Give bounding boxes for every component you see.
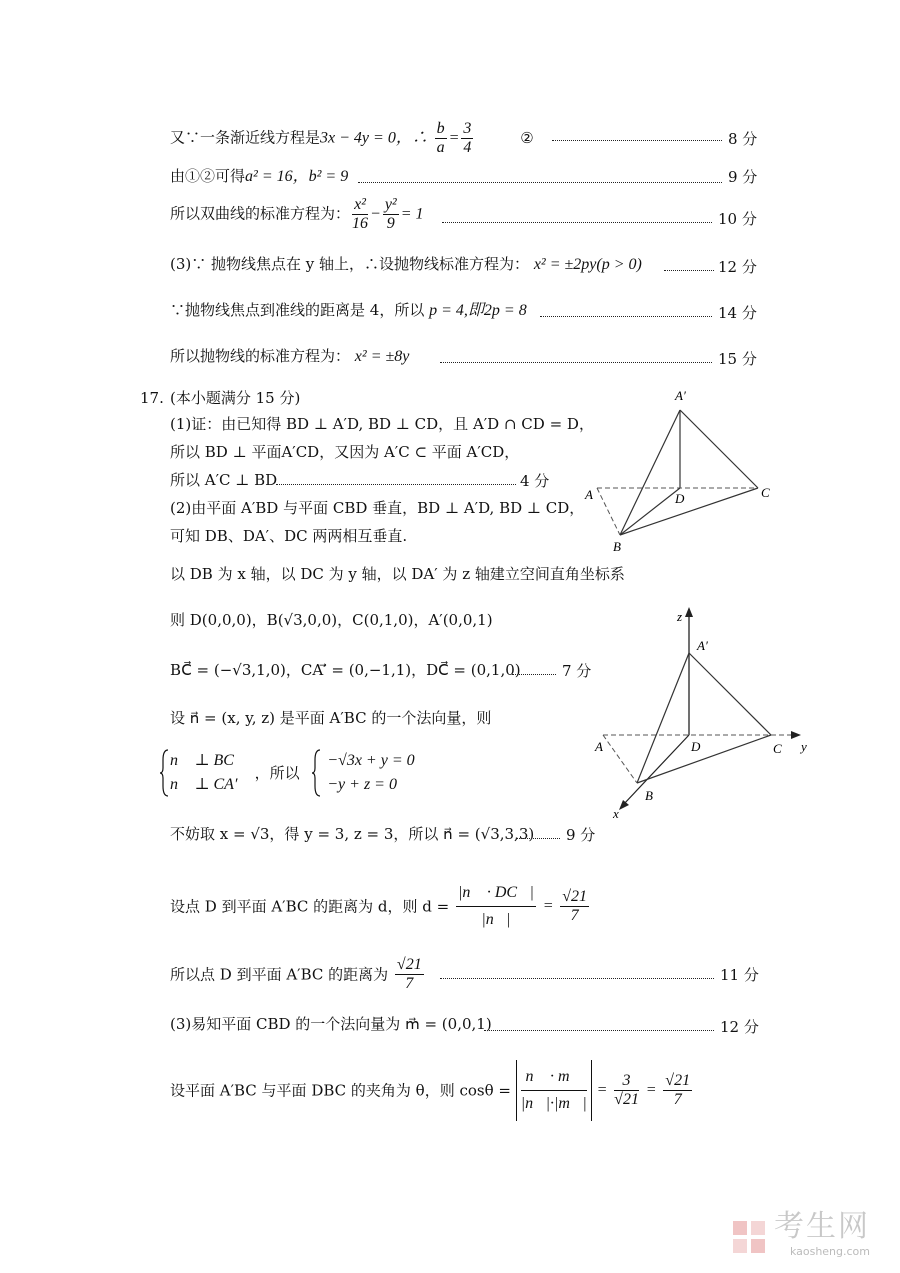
num: n⃗ · m⃗ xyxy=(521,1064,587,1091)
text: 所以抛物线的标准方程为： xyxy=(170,347,351,365)
q17-p12 xyxy=(170,956,426,993)
leader-dots xyxy=(484,1030,714,1031)
den: 7 xyxy=(673,1091,682,1108)
fraction-b-a xyxy=(435,120,447,157)
num: |n⃗ · DC⃗| xyxy=(456,880,536,907)
line-parabola-distance xyxy=(170,300,527,321)
leader-dots xyxy=(512,674,556,675)
watermark-url: kaosheng.com xyxy=(789,1245,870,1258)
q17-p8: BC⃗ = (−√3,1,0)，CA′⃗ = (0,−1,1)，DC⃗ = (0,1,0) xyxy=(170,661,521,679)
leader-dots xyxy=(440,362,712,363)
eq-1: −√3x + y = 0 xyxy=(327,752,415,769)
score: 8 分 xyxy=(728,130,758,148)
score: 11 分 xyxy=(720,966,759,984)
q17-p7: 则 D(0,0,0)，B(√3,0,0)，C(0,1,0)，A′(0,0,1) xyxy=(170,611,493,629)
edge-A1C xyxy=(689,653,771,735)
label-A: A xyxy=(585,487,593,502)
edge-A1C xyxy=(680,410,758,488)
num: y² xyxy=(384,196,397,213)
fraction-3-root21 xyxy=(614,1072,639,1109)
eq: = xyxy=(596,1081,608,1099)
text: 由①②可得 xyxy=(170,167,246,185)
leader-dots xyxy=(358,182,722,183)
edge-AB-dashed xyxy=(597,488,620,535)
num: 3 xyxy=(463,120,472,137)
q17-p9: 设 n⃗ = (x, y, z) 是平面 A′BC 的一个法向量，则 xyxy=(170,709,492,727)
math: 3x − 4y = 0，∴ xyxy=(320,129,428,147)
q17-p13: (3)易知平面 CBD 的一个法向量为 m⃗ = (0,0,1) xyxy=(170,1015,492,1033)
score: 12 分 xyxy=(718,258,757,276)
watermark-text: 考生网 xyxy=(774,1209,870,1244)
label-C: C xyxy=(773,741,782,756)
edge-BD xyxy=(620,488,680,535)
score: 14 分 xyxy=(718,304,757,322)
den: 7 xyxy=(405,975,414,992)
edge-AB-dashed xyxy=(603,735,637,783)
label-A1: A′ xyxy=(675,388,686,403)
eq: = xyxy=(448,129,460,147)
num: x² xyxy=(352,196,368,215)
q17-header: (本小题满分 15 分) xyxy=(170,389,301,407)
text: 设点 D 到平面 A′BC 的距离为 d，则 d = xyxy=(170,897,450,916)
watermark-logo-icon xyxy=(731,1217,769,1259)
fraction-x2-16 xyxy=(352,196,368,233)
den: 9 xyxy=(386,215,395,232)
q17-p5: 可知 DB、DA′、DC 两两相互垂直. xyxy=(170,527,408,545)
den: |n⃗| xyxy=(481,911,511,928)
text: 又∵一条渐近线方程是 xyxy=(170,128,321,147)
leader-dots xyxy=(276,484,516,485)
den: 7 xyxy=(570,907,579,924)
den: |n⃗|·|m⃗| xyxy=(520,1095,587,1112)
q17-p4: (2)由平面 A′BD 与平面 CBD 垂直，BD ⊥ A′D, BD ⊥ CD， xyxy=(170,499,585,517)
score: 10 分 xyxy=(718,210,757,228)
fraction-root21-7 xyxy=(663,1072,692,1109)
figure-coordinate-system xyxy=(585,605,815,820)
score: 12 分 xyxy=(720,1018,759,1036)
minus: − xyxy=(370,205,381,223)
cond-2: n⃗ ⊥ CA′⃗ xyxy=(170,776,250,793)
axis-x xyxy=(623,735,689,805)
leader-dots xyxy=(442,222,712,223)
num: 3 xyxy=(614,1072,639,1091)
score: 7 分 xyxy=(562,662,592,680)
math: a² = 16，b² = 9 xyxy=(245,168,349,185)
score: 15 分 xyxy=(718,350,757,368)
q17-p3: 所以 A′C ⊥ BD xyxy=(170,471,278,489)
text: 所以点 D 到平面 A′BC 的距离为 xyxy=(170,965,389,984)
text: (3)∵ 抛物线焦点在 y 轴上，∴设抛物线标准方程为： xyxy=(170,255,530,273)
fraction-y2-9 xyxy=(383,196,399,233)
line-parabola-equation xyxy=(170,346,409,367)
edge-BC xyxy=(637,735,771,783)
brace-left xyxy=(160,748,170,798)
label-B: B xyxy=(613,539,621,554)
axis-x-arrow xyxy=(619,800,629,810)
q17-p1: (1)证：由已知得 BD ⊥ A′D, BD ⊥ CD，且 A′D ∩ CD = D， xyxy=(170,415,594,433)
label-C: C xyxy=(761,485,770,500)
score: 9 分 xyxy=(566,826,596,844)
figure-tetrahedron xyxy=(575,385,785,555)
line-asymptote xyxy=(170,120,534,157)
num: √21 xyxy=(562,888,588,905)
label-y: y xyxy=(801,739,807,754)
q17-p14 xyxy=(170,1060,694,1121)
fraction-3-4 xyxy=(461,120,473,157)
fraction-cos xyxy=(521,1064,587,1117)
q17-p10: 不妨取 x = √3，得 y = 3, z = 3，所以 n⃗ = (√3,3,3) xyxy=(170,825,535,843)
score: 9 分 xyxy=(728,168,758,186)
label-D: D xyxy=(675,491,685,506)
den: a xyxy=(436,139,445,156)
text: ∵抛物线焦点到准线的距离是 4，所以 xyxy=(170,301,425,319)
line-parabola-setup xyxy=(170,254,642,275)
brace-right xyxy=(312,748,322,798)
num: √21 xyxy=(665,1072,691,1089)
eq-2: −y + z = 0 xyxy=(327,776,397,793)
cond-1: n⃗ ⊥ BC⃗ xyxy=(170,752,247,769)
score: 4 分 xyxy=(520,472,550,490)
leader-dots xyxy=(516,838,560,839)
label-B: B xyxy=(645,788,653,803)
leader-dots xyxy=(540,316,712,317)
label-x: x xyxy=(613,806,619,820)
fraction-distance xyxy=(456,880,536,933)
line-hyperbola-equation xyxy=(170,196,424,233)
edge-A1B xyxy=(620,410,680,535)
num: √21 xyxy=(396,956,422,973)
so-text: ，所以 xyxy=(254,764,300,782)
leader-dots xyxy=(552,140,722,141)
eq: = xyxy=(542,897,554,915)
label-D: D xyxy=(691,739,701,754)
math: x² = ±2py(p > 0) xyxy=(533,256,642,273)
text: 所以双曲线的标准方程为： xyxy=(170,204,351,223)
edge-A1B xyxy=(637,653,689,783)
fraction-root21-7 xyxy=(395,956,424,993)
text: 设平面 A′BC 与平面 DBC 的夹角为 θ，则 cosθ = xyxy=(170,1081,511,1100)
q17-p2: 所以 BD ⊥ 平面A′CD，又因为 A′C ⊂ 平面 A′CD， xyxy=(170,443,520,461)
num: b xyxy=(436,120,445,137)
axis-y-arrow xyxy=(791,731,801,739)
line-a-b-values xyxy=(170,166,348,187)
tail: = 1 xyxy=(400,205,424,223)
fraction-root21-7 xyxy=(560,888,589,925)
q17-p6: 以 DB 为 x 轴，以 DC 为 y 轴，以 DA′ 为 z 轴建立空间直角坐标系 xyxy=(170,565,625,583)
watermark xyxy=(731,1201,870,1259)
edge-BC xyxy=(620,488,758,535)
abs-wrapper xyxy=(516,1060,592,1121)
math: p = 4,即2p = 8 xyxy=(429,302,527,319)
eq: = xyxy=(645,1081,657,1099)
den: 4 xyxy=(463,139,472,156)
leader-dots xyxy=(664,270,714,271)
axis-z-arrow xyxy=(685,607,693,617)
den: 16 xyxy=(352,215,369,232)
den: √21 xyxy=(614,1091,639,1108)
q17-number: 17. xyxy=(140,389,164,407)
label-A: A xyxy=(595,739,603,754)
q17-system xyxy=(170,748,415,798)
math: x² = ±8y xyxy=(354,348,410,365)
circle-marker: ② xyxy=(520,128,534,147)
q17-p11 xyxy=(170,880,591,933)
label-z: z xyxy=(677,609,683,624)
leader-dots xyxy=(440,978,714,979)
label-A1: A′ xyxy=(697,638,708,653)
